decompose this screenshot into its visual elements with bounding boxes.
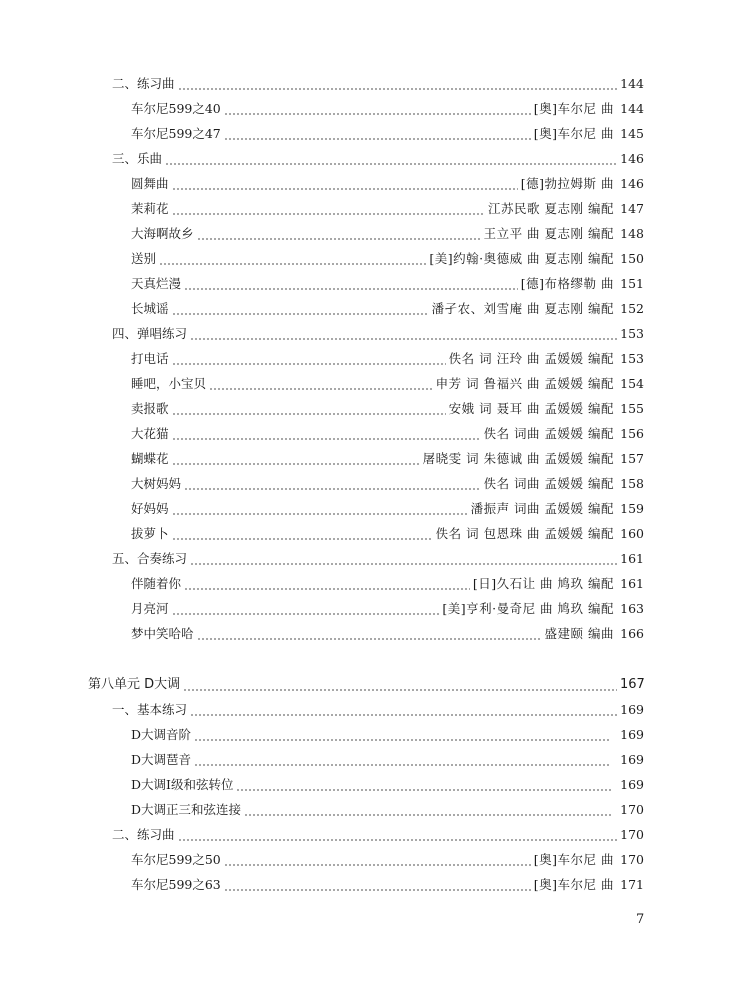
toc-entry-item[interactable] (131, 399, 644, 419)
toc-entry-page: 170 (620, 827, 644, 842)
toc-entry-title: 圆舞曲 (131, 176, 169, 191)
toc-entry-title: 月亮河 (131, 601, 169, 616)
dot-leader (184, 574, 470, 594)
toc-entry-item[interactable] (131, 725, 644, 745)
toc-entry-page: 152 (620, 301, 644, 316)
toc-entry-item[interactable] (131, 224, 644, 244)
toc-entry-title: 一、基本练习 (112, 702, 188, 717)
toc-entry-item[interactable] (131, 374, 644, 394)
toc-entry-item[interactable] (131, 499, 644, 519)
toc-entry-item[interactable] (131, 875, 644, 895)
toc-entry-page: 144 (620, 101, 644, 116)
toc-entry-page: 161 (620, 551, 644, 566)
dot-leader (190, 700, 617, 720)
toc-entry-item[interactable] (131, 299, 644, 319)
toc-entry-title: 茉莉花 (131, 201, 169, 216)
toc-entry-page: 153 (620, 326, 644, 341)
toc-entry-title: D大调正三和弦连接 (131, 802, 242, 817)
toc-entry-title: 大海啊故乡 (131, 226, 194, 241)
toc-entry-title: D大调音阶 (131, 727, 192, 742)
dot-leader (194, 750, 611, 770)
dot-leader (172, 174, 518, 194)
toc-entry-title: D大调琶音 (131, 752, 192, 767)
toc-entry-page: 145 (620, 126, 644, 141)
toc-entry-title: 大花猫 (131, 426, 169, 441)
toc-entry-credit: 佚名 词 汪玲 曲 孟媛媛 编配 (448, 351, 614, 366)
toc-entry-credit: [奥]车尔尼 曲 (533, 126, 614, 141)
toc-entry-sec[interactable] (112, 74, 644, 94)
toc-entry-credit: 盛建颐 编曲 (544, 626, 614, 641)
dot-leader (159, 249, 426, 269)
toc-entry-title: 送别 (131, 251, 157, 266)
toc-entry-sec[interactable] (112, 149, 644, 169)
toc-entry-title: 梦中笑哈哈 (131, 626, 194, 641)
toc-entry-sec[interactable] (112, 825, 644, 845)
toc-entry-credit: [美]约翰·奥德威 曲 夏志刚 编配 (429, 251, 614, 266)
toc-entry-credit: 申芳 词 鲁福兴 曲 孟媛媛 编配 (435, 376, 614, 391)
dot-leader (178, 825, 617, 845)
toc-entry-item[interactable] (131, 800, 644, 820)
toc-entry-credit: 潘振声 词曲 孟媛媛 编配 (470, 501, 614, 516)
toc-entry-page: 150 (620, 251, 644, 266)
dot-leader (224, 99, 531, 119)
dot-leader (172, 524, 433, 544)
toc-entry-page: 155 (620, 401, 644, 416)
toc-entry-item[interactable] (131, 99, 644, 119)
toc-entry-title: 天真烂漫 (131, 276, 182, 291)
toc-entry-page: 159 (620, 501, 644, 516)
toc-entry-title: 打电话 (131, 351, 169, 366)
toc-entry-credit: [奥]车尔尼 曲 (533, 852, 614, 867)
dot-leader (165, 149, 617, 169)
toc-entry-item[interactable] (131, 199, 644, 219)
toc-entry-page: 171 (620, 877, 644, 892)
dot-leader (172, 199, 486, 219)
toc-entry-item[interactable] (131, 274, 644, 294)
dot-leader (197, 224, 481, 244)
toc-entry-item[interactable] (131, 249, 644, 269)
toc-entry-title: 二、练习曲 (112, 76, 175, 91)
toc-entry-page: 144 (620, 76, 644, 91)
toc-entry-page: 156 (620, 426, 644, 441)
toc-entry-item[interactable] (131, 474, 644, 494)
toc-entry-credit: [日]久石让 曲 鸠玖 编配 (472, 576, 614, 591)
toc-entry-page: 146 (620, 176, 644, 191)
toc-entry-item[interactable] (131, 349, 644, 369)
toc-entry-credit: 王立平 曲 夏志刚 编配 (483, 226, 614, 241)
toc-entry-title: 伴随着你 (131, 576, 182, 591)
toc-entry-title: 卖报歌 (131, 401, 169, 416)
toc-entry-title: 长城谣 (131, 301, 169, 316)
toc-entry-item[interactable] (131, 775, 644, 795)
toc-entry-title: 四、弹唱练习 (112, 326, 188, 341)
toc-entry-page: 169 (620, 777, 644, 792)
dot-leader (183, 675, 617, 695)
toc-entry-credit: 潘孑农、刘雪庵 曲 夏志刚 编配 (431, 301, 614, 316)
dot-leader (190, 324, 617, 344)
toc-entry-page: 169 (620, 702, 644, 717)
toc-entry-item[interactable] (131, 449, 644, 469)
dot-leader (172, 399, 446, 419)
toc-entry-sec[interactable] (112, 700, 644, 720)
toc-entry-item[interactable] (131, 750, 644, 770)
toc-entry-title: 三、乐曲 (112, 151, 163, 166)
toc-entry-title: D大调Ⅰ级和弦转位 (131, 777, 234, 792)
toc-entry-page: 161 (620, 576, 644, 591)
toc-entry-credit: 安娥 词 聂耳 曲 孟媛媛 编配 (448, 401, 614, 416)
toc-entry-title: 拔萝卜 (131, 526, 169, 541)
toc-entry-credit: [奥]车尔尼 曲 (533, 877, 614, 892)
toc-entry-item[interactable] (131, 850, 644, 870)
dot-leader (172, 424, 481, 444)
toc-entry-title: 睡吧，小宝贝 (131, 376, 207, 391)
dot-leader (244, 800, 611, 820)
toc-entry-item[interactable] (131, 424, 644, 444)
toc-entry-page: 167 (620, 677, 645, 692)
toc-entry-title: 大树妈妈 (131, 476, 182, 491)
toc-entry-page: 147 (620, 201, 644, 216)
page-number: 7 (636, 912, 645, 927)
dot-leader (190, 549, 617, 569)
dot-leader (172, 299, 429, 319)
toc-entry-page: 154 (620, 376, 644, 391)
toc-entry-credit: 佚名 词曲 孟媛媛 编配 (483, 476, 614, 491)
toc-entry-page: 148 (620, 226, 644, 241)
toc-entry-title: 二、练习曲 (112, 827, 175, 842)
toc-entry-page: 170 (620, 852, 644, 867)
toc-entry-page: 146 (620, 151, 644, 166)
toc-entry-title: 车尔尼599之50 (131, 852, 221, 867)
dot-leader (197, 624, 542, 644)
toc-entry-credit: 佚名 词曲 孟媛媛 编配 (483, 426, 614, 441)
toc-entry-page: 160 (620, 526, 644, 541)
toc-entry-item[interactable] (131, 124, 644, 144)
toc-entry-page: 163 (620, 601, 644, 616)
toc-entry-unit[interactable] (88, 675, 644, 695)
toc-entry-item[interactable] (131, 574, 644, 594)
toc-entry-page: 166 (620, 626, 644, 641)
toc-entry-title: 蝴蝶花 (131, 451, 169, 466)
dot-leader (172, 499, 468, 519)
toc-entry-credit: [德]勃拉姆斯 曲 (520, 176, 614, 191)
toc-entry-page: 169 (620, 727, 644, 742)
toc-entry-credit: [美]亨利·曼奇尼 曲 鸠玖 编配 (442, 601, 614, 616)
toc-entry-title: 五、合奏练习 (112, 551, 188, 566)
toc-entry-page: 170 (620, 802, 644, 817)
toc-entry-title: 好妈妈 (131, 501, 169, 516)
dot-leader (224, 875, 531, 895)
dot-leader (172, 599, 440, 619)
toc-entry-page: 169 (620, 752, 644, 767)
toc-entry-item[interactable] (131, 524, 644, 544)
toc-entry-item[interactable] (131, 624, 644, 644)
toc-entry-item[interactable] (131, 174, 644, 194)
dot-leader (184, 274, 518, 294)
dot-leader (236, 775, 611, 795)
toc-entry-credit: [奥]车尔尼 曲 (533, 101, 614, 116)
toc-entry-title: 第八单元 D大调 (88, 677, 181, 692)
toc-entry-credit: 屠晓雯 词 朱德诚 曲 孟媛媛 编配 (422, 451, 614, 466)
toc-entry-page: 157 (620, 451, 644, 466)
toc-entry-credit: 江苏民歌 夏志刚 编配 (488, 201, 614, 216)
toc-entry-sec[interactable] (112, 549, 644, 569)
toc-entry-page: 151 (620, 276, 644, 291)
dot-leader (184, 474, 481, 494)
toc-entry-title: 车尔尼599之40 (131, 101, 221, 116)
dot-leader (194, 725, 611, 745)
dot-leader (224, 850, 531, 870)
toc-entry-item[interactable] (131, 599, 644, 619)
toc-entry-credit: [德]布格缪勒 曲 (520, 276, 614, 291)
toc-entry-credit: 佚名 词 包恩珠 曲 孟媛媛 编配 (435, 526, 614, 541)
dot-leader (178, 74, 617, 94)
dot-leader (172, 449, 420, 469)
dot-leader (224, 124, 531, 144)
dot-leader (172, 349, 446, 369)
toc-entry-sec[interactable] (112, 324, 644, 344)
toc-entry-title: 车尔尼599之47 (131, 126, 221, 141)
toc-entry-page: 158 (620, 476, 644, 491)
toc-entry-title: 车尔尼599之63 (131, 877, 221, 892)
dot-leader (209, 374, 433, 394)
toc-entry-page: 153 (620, 351, 644, 366)
